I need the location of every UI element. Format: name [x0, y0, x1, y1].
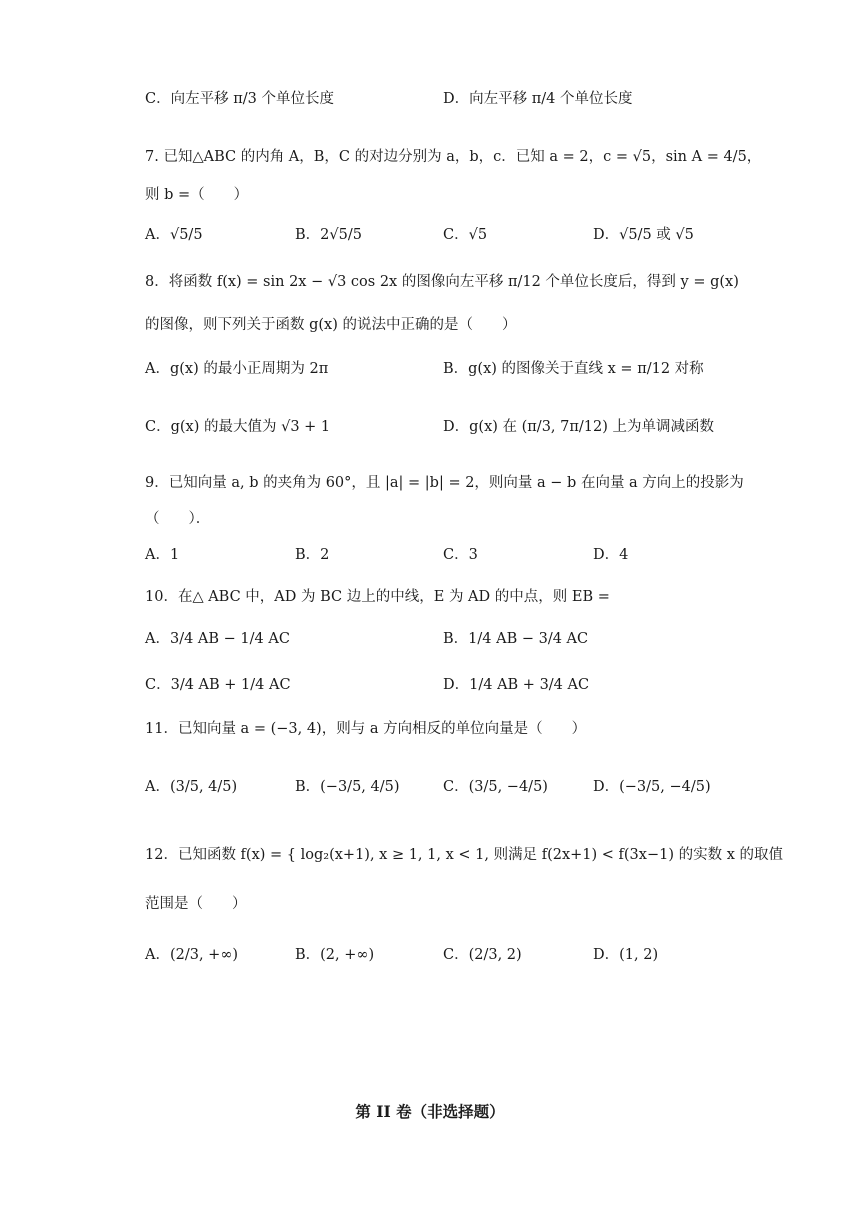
- q9-stem: 9．已知向量 a, b 的夹角为 60°，且 |a| = |b| = 2，则向量 a − b 在向量 a 方向上的投影为: [145, 475, 744, 491]
- q12-option-b: B．(2, +∞): [295, 947, 375, 963]
- q6-option-c: C．向左平移 π/3 个单位长度: [145, 91, 334, 107]
- q9-option-a: A．1: [145, 547, 180, 563]
- q8-option-c: C．g(x) 的最大值为 √3 + 1: [145, 419, 331, 435]
- q10-option-b: B．1/4 AB − 3/4 AC: [443, 631, 589, 647]
- q9-option-b: B．2: [295, 547, 330, 563]
- q6-option-d: D．向左平移 π/4 个单位长度: [443, 91, 633, 107]
- q12-stem-cont: 范围是（ ）: [145, 896, 247, 912]
- q11-option-a: A．(3/5, 4/5): [145, 779, 238, 795]
- q12-option-a: A．(2/3, +∞): [145, 947, 239, 963]
- q7-stem: 7. 已知△ABC 的内角 A，B，C 的对边分别为 a，b，c．已知 a = 2，c = √5，sin A = 4/5，: [145, 149, 762, 165]
- q8-option-a: A．g(x) 的最小正周期为 2π: [145, 361, 329, 377]
- q7-option-c: C．√5: [443, 227, 488, 243]
- q11-option-d: D．(−3/5, −4/5): [593, 779, 711, 795]
- q8-stem: 8．将函数 f(x) = sin 2x − √3 cos 2x 的图像向左平移 π/12 个单位长度后，得到 y = g(x): [145, 274, 739, 290]
- q10-stem: 10．在△ ABC 中，AD 为 BC 边上的中线，E 为 AD 的中点，则 EB =: [145, 589, 610, 605]
- q7-option-d: D．√5/5 或 √5: [593, 227, 694, 243]
- q11-option-c: C．(3/5, −4/5): [443, 779, 548, 795]
- q7-option-a: A．√5/5: [145, 227, 203, 243]
- q9-stem-cont: （ ）．: [145, 511, 211, 527]
- q11-stem: 11．已知向量 a = (−3, 4)，则与 a 方向相反的单位向量是（ ）: [145, 721, 587, 737]
- q10-option-a: A．3/4 AB − 1/4 AC: [145, 631, 290, 647]
- q10-option-d: D．1/4 AB + 3/4 AC: [443, 677, 590, 693]
- q8-option-b: B．g(x) 的图像关于直线 x = π/12 对称: [443, 361, 704, 377]
- q7-stem-cont: 则 b =（ ）: [145, 187, 249, 203]
- q12-stem: 12．已知函数 f(x) = { log₂(x+1), x ≥ 1, 1, x < 1, 则满足 f(2x+1) < f(3x−1) 的实数 x 的取值: [145, 847, 783, 863]
- q9-option-d: D．4: [593, 547, 629, 563]
- q9-option-c: C．3: [443, 547, 478, 563]
- q12-option-d: D．(1, 2): [593, 947, 659, 963]
- q10-option-c: C．3/4 AB + 1/4 AC: [145, 677, 291, 693]
- section-heading: 第 II 卷（非选择题）: [355, 1102, 505, 1121]
- q7-option-b: B．2√5/5: [295, 227, 362, 243]
- q11-option-b: B．(−3/5, 4/5): [295, 779, 400, 795]
- q12-option-c: C．(2/3, 2): [443, 947, 522, 963]
- q8-stem-cont: 的图像，则下列关于函数 g(x) 的说法中正确的是（ ）: [145, 317, 517, 333]
- q8-option-d: D．g(x) 在 (π/3, 7π/12) 上为单调减函数: [443, 419, 714, 435]
